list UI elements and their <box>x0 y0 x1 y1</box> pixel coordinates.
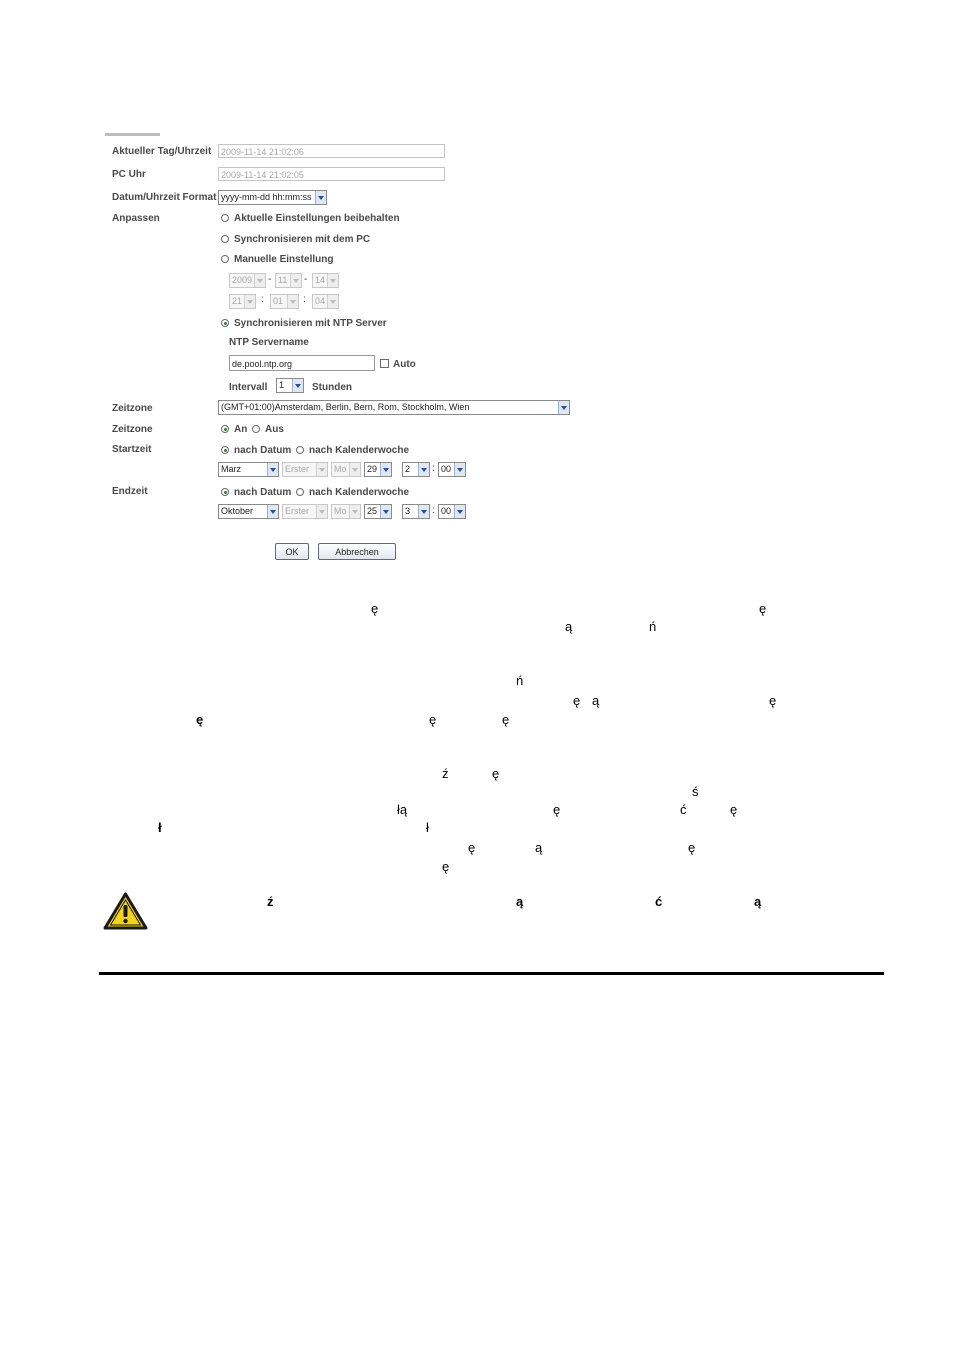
glyph: ą <box>535 840 543 855</box>
start-by-date-label: nach Datum <box>234 445 292 456</box>
glyph: ę <box>442 859 450 874</box>
end-by-date-label: nach Datum <box>234 487 292 498</box>
manual-minute-select[interactable] <box>270 294 299 309</box>
chevron-down-icon <box>327 274 338 287</box>
glyph: ś <box>692 784 699 799</box>
ntp-servername-input[interactable]: de.pool.ntp.org <box>229 355 375 371</box>
glyph: ą <box>516 894 524 909</box>
glyph: ę <box>502 712 510 727</box>
page-divider <box>99 972 884 975</box>
start-hour-value: 2 <box>405 464 411 474</box>
interval-unit: Stunden <box>312 382 352 393</box>
glyph: ń <box>516 673 524 688</box>
end-month-select[interactable] <box>218 504 279 519</box>
date-separator: - <box>304 274 308 285</box>
end-weekday-value: Mo <box>334 506 347 516</box>
end-month-value: Oktober <box>221 506 254 516</box>
end-weekday-select[interactable] <box>331 504 361 519</box>
manual-setting-label: Manuelle Einstellung <box>234 254 334 265</box>
sync-ntp-radio[interactable] <box>221 319 229 327</box>
chevron-down-icon <box>267 505 278 518</box>
glyph: ą <box>754 894 762 909</box>
current-datetime-field[interactable]: 2009-11-14 21:02:06 <box>218 144 445 158</box>
glyph: ę <box>468 840 476 855</box>
manual-second-value: 04 <box>315 296 326 306</box>
chevron-down-icon <box>558 401 569 414</box>
chevron-down-icon <box>380 463 391 476</box>
start-day-value: 29 <box>367 464 378 474</box>
end-minute-value: 00 <box>441 506 452 516</box>
start-minute-select[interactable] <box>438 462 466 477</box>
auto-label: Auto <box>393 359 416 370</box>
keep-settings-label: Aktuelle Einstellungen beibehalten <box>234 213 400 224</box>
start-hour-select[interactable] <box>402 462 430 477</box>
chevron-down-icon <box>267 463 278 476</box>
start-minute-value: 00 <box>441 464 452 474</box>
pc-clock-label: PC Uhr <box>112 169 146 180</box>
timezone-label: Zeitzone <box>112 403 153 414</box>
glyph: ę <box>730 802 738 817</box>
manual-second-select[interactable] <box>312 294 339 309</box>
end-by-week-label: nach Kalenderwoche <box>309 487 410 498</box>
warning-icon <box>103 892 148 930</box>
chevron-down-icon <box>349 463 360 476</box>
glyph: łą <box>397 802 408 817</box>
dst-off-radio[interactable] <box>252 425 260 433</box>
glyph: ź <box>442 766 449 781</box>
start-by-date-radio[interactable] <box>221 446 229 454</box>
start-weekday-select[interactable] <box>331 462 361 477</box>
clipped-header-line <box>105 133 160 136</box>
end-by-week-radio[interactable] <box>296 488 304 496</box>
auto-checkbox[interactable] <box>380 359 389 368</box>
chevron-down-icon <box>290 274 301 287</box>
time-separator: : <box>432 463 435 474</box>
datetime-format-value: yyyy-mm-dd hh:mm:ss <box>221 192 312 202</box>
datetime-format-label: Datum/Uhrzeit Format <box>112 192 217 203</box>
manual-month-select[interactable] <box>275 273 302 288</box>
manual-hour-value: 21 <box>232 296 243 306</box>
end-day-value: 25 <box>367 506 378 516</box>
manual-year-value: 2009 <box>232 275 253 285</box>
chevron-down-icon <box>454 463 465 476</box>
chevron-down-icon <box>327 295 338 308</box>
glyph: ł <box>426 820 429 835</box>
keep-settings-radio[interactable] <box>221 214 229 222</box>
glyph: ę <box>769 693 777 708</box>
manual-minute-value: 01 <box>273 296 284 306</box>
start-month-select[interactable] <box>218 462 279 477</box>
interval-value: 1 <box>279 380 285 390</box>
chevron-down-icon <box>454 505 465 518</box>
glyph: ź <box>267 894 274 909</box>
time-separator: : <box>432 505 435 516</box>
glyph: ę <box>573 693 581 708</box>
glyph: ł <box>158 820 162 835</box>
glyph: ć <box>655 894 663 909</box>
end-minute-select[interactable] <box>438 504 466 519</box>
chevron-down-icon <box>315 191 326 204</box>
manual-hour-select[interactable] <box>229 294 256 309</box>
manual-month-value: 11 <box>278 275 288 285</box>
chevron-down-icon <box>316 505 327 518</box>
cancel-button[interactable]: Abbrechen <box>318 543 396 560</box>
glyph: ę <box>759 601 767 616</box>
start-week-value: Erster <box>285 464 310 474</box>
time-separator: : <box>261 294 264 305</box>
date-separator: - <box>268 274 272 285</box>
interval-label: Intervall <box>229 382 268 393</box>
glyph: ę <box>492 766 500 781</box>
glyph: ć <box>680 802 687 817</box>
manual-year-select[interactable] <box>229 273 266 288</box>
dst-off-label: Aus <box>265 424 284 435</box>
start-time-label: Startzeit <box>112 444 152 455</box>
start-month-value: Marz <box>221 464 241 474</box>
sync-pc-radio[interactable] <box>221 235 229 243</box>
datetime-format-select[interactable] <box>218 190 327 205</box>
chevron-down-icon <box>418 463 429 476</box>
manual-day-select[interactable] <box>312 273 339 288</box>
chevron-down-icon <box>254 274 265 287</box>
interval-select[interactable] <box>276 378 304 393</box>
dst-label: Zeitzone <box>112 424 153 435</box>
ok-button[interactable]: OK <box>275 543 309 560</box>
start-by-week-label: nach Kalenderwoche <box>309 445 410 456</box>
adjust-label: Anpassen <box>112 213 160 224</box>
chevron-down-icon <box>418 505 429 518</box>
time-separator: : <box>303 294 306 305</box>
chevron-down-icon <box>349 505 360 518</box>
glyph: ą <box>592 693 600 708</box>
end-day-select[interactable] <box>364 504 392 519</box>
current-datetime-label: Aktueller Tag/Uhrzeit <box>112 146 212 157</box>
chevron-down-icon <box>244 295 255 308</box>
chevron-down-icon <box>287 295 298 308</box>
end-week-value: Erster <box>285 506 310 516</box>
chevron-down-icon <box>380 505 391 518</box>
end-week-select[interactable] <box>282 504 328 519</box>
sync-ntp-label: Synchronisieren mit NTP Server <box>234 318 387 329</box>
glyph: ę <box>371 601 379 616</box>
dst-on-label: An <box>234 424 248 435</box>
end-by-date-radio[interactable] <box>221 488 229 496</box>
glyph: ę <box>429 712 437 727</box>
end-time-label: Endzeit <box>112 486 148 497</box>
manual-setting-radio[interactable] <box>221 255 229 263</box>
timezone-select[interactable] <box>218 400 570 415</box>
chevron-down-icon <box>292 379 303 392</box>
dst-on-radio[interactable] <box>221 425 229 433</box>
manual-day-value: 14 <box>315 275 326 285</box>
chevron-down-icon <box>316 463 327 476</box>
sync-pc-label: Synchronisieren mit dem PC <box>234 234 371 245</box>
start-by-week-radio[interactable] <box>296 446 304 454</box>
pc-clock-field[interactable]: 2009-11-14 21:02:05 <box>218 167 445 181</box>
glyph: ę <box>553 802 561 817</box>
end-hour-value: 3 <box>405 506 411 516</box>
glyph: ą <box>565 619 573 634</box>
timezone-value: (GMT+01:00)Amsterdam, Berlin, Bern, Rom, Stockholm, Wien <box>221 402 470 412</box>
start-day-select[interactable] <box>364 462 392 477</box>
glyph: ę <box>688 840 696 855</box>
start-week-select[interactable] <box>282 462 328 477</box>
start-weekday-value: Mo <box>334 464 347 474</box>
ntp-servername-label: NTP Servername <box>229 337 309 348</box>
end-hour-select[interactable] <box>402 504 430 519</box>
glyph: ę <box>196 712 204 727</box>
glyph: ń <box>649 619 657 634</box>
